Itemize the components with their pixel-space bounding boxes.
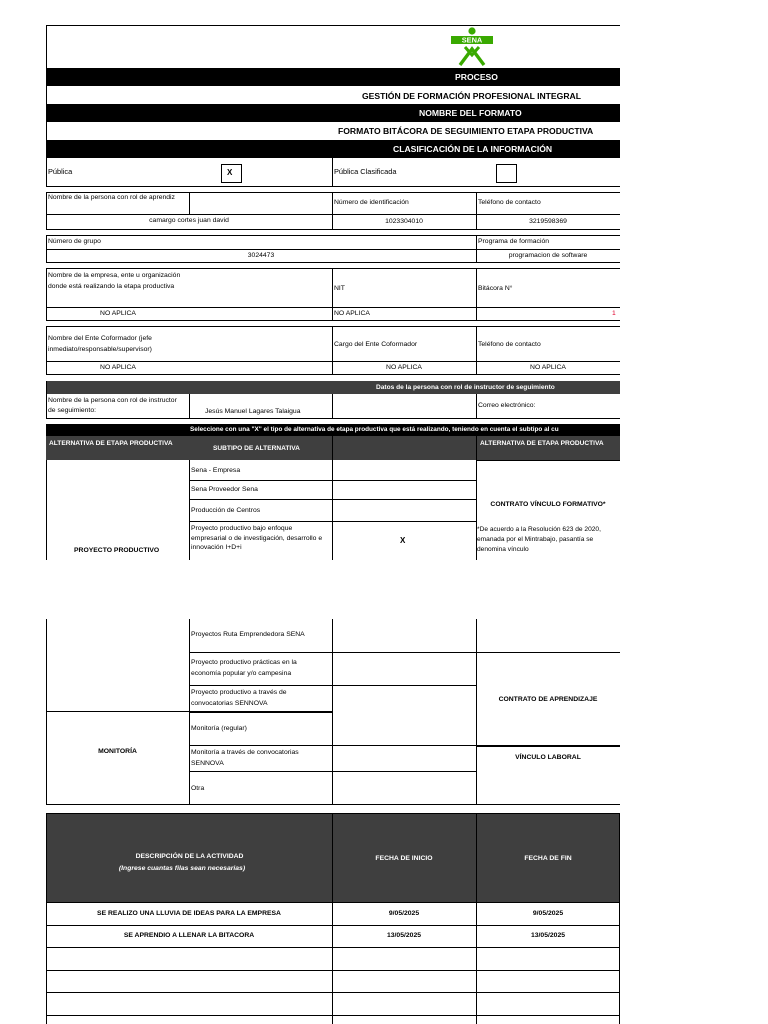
programa-value: programacion de software (508, 252, 588, 259)
subtipo-produccion-centros: Producción de Centros (191, 507, 261, 514)
instructor-nombre-label: Nombre de la persona con rol de instructor de seguimiento: (48, 397, 177, 414)
subtipo-proyecto-idi-mark[interactable]: X (400, 536, 406, 545)
col-descripcion: DESCRIPCIÓN DE LA ACTIVIDAD (135, 853, 244, 860)
aprendiz-nombre-value: camargo cortes juan david (149, 217, 229, 224)
grupo-value: 3024473 (247, 252, 275, 259)
cargo-value: NO APLICA (386, 364, 422, 371)
svg-text:SENA: SENA (461, 35, 483, 45)
actividad-descripcion: SE APRENDIO A LLENAR LA BITACORA (123, 932, 255, 939)
nit-label: NIT (334, 285, 345, 292)
monitoria-label: MONITORÍA (98, 748, 137, 755)
sena-logo (447, 25, 497, 67)
proceso-value: GESTIÓN DE FORMACIÓN PROFESIONAL INTEGRAL (362, 91, 581, 101)
empresa-nombre-value: NO APLICA (100, 310, 136, 317)
contrato-vinculo-label: CONTRATO VÍNCULO FORMATIVO* (490, 501, 606, 508)
subtipo-sennova: Proyecto productivo a través de convocatorias SENNOVA (191, 689, 287, 707)
clasificacion-bar (46, 140, 620, 158)
col-alternativa-right: ALTERNATIVA DE ETAPA PRODUCTIVA (480, 440, 604, 447)
contrato-aprendizaje-label: CONTRATO DE APRENDIZAJE (498, 696, 598, 703)
subtipo-monitoria-sennova: Monitoría a través de convocatorias SENNOVA (191, 749, 299, 767)
coformador-tel-label: Teléfono de contacto (478, 341, 541, 348)
actividad-fin: 9/05/2025 (532, 910, 564, 917)
clasificacion-label: CLASIFICACIÓN DE LA INFORMACIÓN (393, 144, 553, 154)
cargo-label: Cargo del Ente Coformador (334, 341, 418, 348)
coformador-nombre-label: Nombre del Ente Coformador (jefe inmediato/responsable/supervisor) (48, 335, 152, 353)
actividad-inicio: 9/05/2025 (388, 910, 420, 917)
col-alternativa: ALTERNATIVA DE ETAPA PRODUCTIVA (49, 440, 173, 447)
publica-label: Pública (48, 167, 73, 176)
empresa-nombre-label: Nombre de la empresa, ente u organización donde está realizando la etapa productiva (48, 272, 181, 290)
coformador-nombre-value: NO APLICA (100, 364, 136, 371)
aprendiz-tel-value: 3219598369 (529, 218, 567, 225)
bitacora-value: 1 (612, 310, 616, 317)
subtipo-proyecto-idi: Proyecto productivo bajo enfoque empresarial o de investigación, desarrollo e innovación I+D+i (191, 525, 323, 551)
publica-mark: X (227, 168, 233, 177)
bitacora-label: Bitácora N° (478, 285, 513, 292)
nombre-formato-value: FORMATO BITÁCORA DE SEGUIMIENTO ETAPA PRODUCTIVA (338, 126, 594, 136)
subtipo-otra: Otra (191, 785, 205, 792)
publica-checkbox[interactable] (221, 164, 242, 183)
subtipo-ruta-emprendedora: Proyectos Ruta Emprendedora SENA (191, 631, 305, 638)
sena-logo-icon (447, 25, 497, 67)
publica-clasificada-checkbox[interactable] (496, 164, 517, 183)
instructor-nombre-value: Jesús Manuel Lagares Talaigua (205, 408, 301, 415)
coformador-tel-value: NO APLICA (530, 364, 566, 371)
aprendiz-id-label: Número de identificación (334, 199, 409, 206)
nombre-formato-bar (46, 104, 620, 122)
grupo-label: Número de grupo (48, 238, 101, 245)
actividad-fin: 13/05/2025 (530, 932, 566, 939)
subtipo-economia-popular: Proyecto productivo prácticas en la economía popular y/o campesina (191, 659, 297, 677)
col-fecha-inicio: FECHA DE INICIO (375, 855, 433, 862)
col-descripcion-note: (Ingrese cuantas filas sean necesarias) (118, 865, 246, 872)
actividad-descripcion: SE REALIZO UNA LLUVIA DE IDEAS PARA LA EMPRESA (97, 910, 281, 917)
correo-label: Correo electrónico: (478, 402, 536, 409)
aprendiz-tel-label: Teléfono de contacto (478, 199, 541, 206)
vinculo-laboral-label: VÍNCULO LABORAL (515, 754, 581, 761)
col-fecha-fin: FECHA DE FIN (524, 855, 572, 862)
nit-value: NO APLICA (334, 310, 370, 317)
alternativas-header (46, 436, 620, 460)
proceso-bar (46, 68, 620, 86)
subtipo-sena-empresa: Sena - Empresa (191, 467, 241, 474)
alternativas-banner: Seleccione con una "X" el tipo de alternativa de etapa productiva que está realizando, teniendo en cuenta el subtipo al cu (46, 424, 620, 436)
publica-clasificada-label: Pública Clasificada (334, 167, 397, 176)
actividades-header (46, 813, 620, 903)
subtipo-monitoria-regular: Monitoría (regular) (191, 725, 247, 732)
aprendiz-nombre-label: Nombre de la persona con rol de aprendiz (48, 194, 175, 201)
aprendiz-id-value: 1023304010 (385, 218, 423, 225)
contrato-vinculo-nota: *De acuerdo a la Resolución 623 de 2020, emanada por el Mintrabajo, pasantía se denomina vínculo (477, 526, 601, 553)
nombre-formato-label: NOMBRE DEL FORMATO (419, 108, 522, 118)
programa-label: Programa de formación (478, 238, 550, 245)
instructor-banner: Datos de la persona con rol de instructor de seguimiento (46, 381, 620, 394)
proceso-label: PROCESO (455, 72, 498, 82)
actividad-inicio: 13/05/2025 (386, 932, 422, 939)
subtipo-sena-proveedor: Sena Proveedor Sena (191, 486, 258, 493)
proyecto-productivo-label: PROYECTO PRODUCTIVO (74, 547, 160, 554)
col-subtipo: SUBTIPO DE ALTERNATIVA (213, 445, 300, 452)
